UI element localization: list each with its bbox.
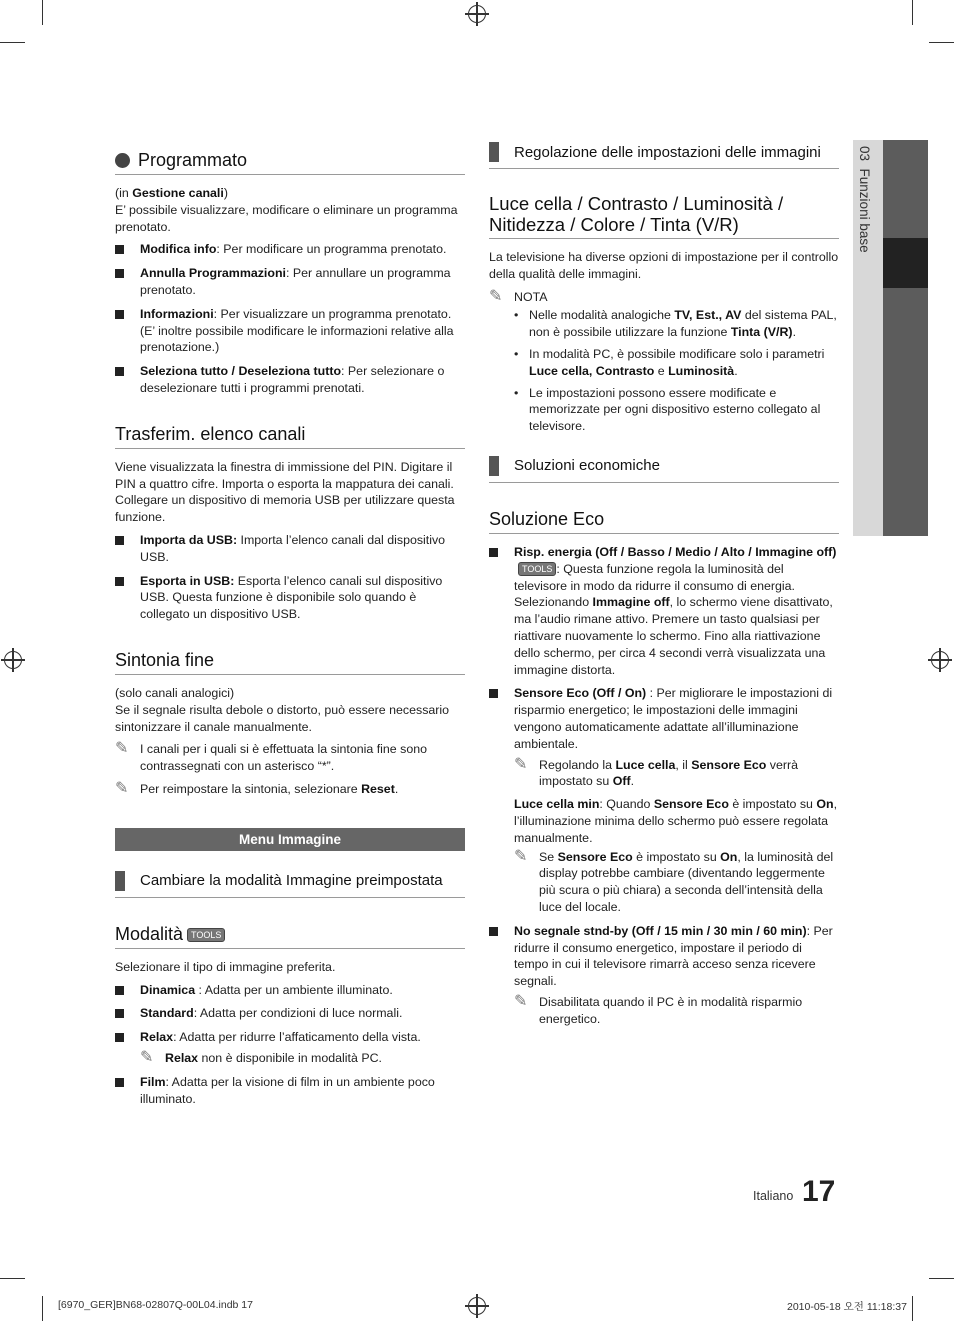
page-number: 17 xyxy=(802,1175,836,1208)
note: ✎ I canali per i quali si è effettuata la sintonia fine sono contrassegnati con un asterisco “*”. xyxy=(115,740,428,774)
chapter-tab-marker xyxy=(883,238,928,288)
section-intro: La televisione ha diverse opzioni di impostazione per il controllo della qualità delle immagini. xyxy=(489,250,839,281)
list-item: Sensore Eco (Off / On) : Per migliorare le impostazioni di risparmio energetico; le impostazioni delle immagini vengono automaticamente adattate all’illuminazione ambientale. ✎ Regolando la Luce cella, il Sensore Eco verrà impostato su Off. Luce cella min: Quando Sensore Eco è impostato su On, l’illuminazione minima dello schermo può essere regolata manualmente. ✎ Se Sensore Eco è impostato su On, la luminosità del display potrebbe cambiare (diventando leggermente più scura o più chiara) a seconda dell’intensità della luce del locale. xyxy=(489,685,839,915)
list-item: Annulla Programmazioni: Per annullare un programma prenotato. xyxy=(115,265,465,299)
list-item: Seleziona tutto / Deseleziona tutto: Per selezionare o deselezionare tutti i programmi prenotati. xyxy=(115,363,465,397)
pencil-note-icon: ✎ xyxy=(115,740,129,758)
programmato-list xyxy=(115,241,465,396)
list-item: Importa da USB: Importa l’elenco canali dal dispositivo USB. xyxy=(115,532,465,566)
pencil-note-icon: ✎ xyxy=(514,847,528,865)
registration-mark-icon xyxy=(4,651,22,669)
list-item: • Nelle modalità analogiche TV, Est., AV del sistema PAL, non è possibile utilizzare la funzione Tinta (V/R). xyxy=(489,307,839,341)
list-item: Standard: Adatta per condizioni di luce normali. xyxy=(115,1005,465,1022)
section-intro: E’ possibile visualizzare, modificare o eliminare un programma prenotato. xyxy=(115,202,458,234)
page-language: Italiano xyxy=(753,1189,794,1203)
list-item: Relax: Adatta per ridurre l’affaticamento della vista. ✎ Relax non è disponibile in modalità PC. xyxy=(115,1029,465,1067)
pencil-note-icon: ✎ xyxy=(140,1048,154,1066)
list-item: Film: Adatta per la visione di film in un ambiente poco illuminato. xyxy=(115,1074,465,1108)
pencil-note-icon: ✎ xyxy=(514,755,528,773)
section-intro: Viene visualizzata la finestra di immissione del PIN. Digitare il PIN a quattro cifre. Importa o esporta la mappatura dei canali. Collegare un dispositivo di memoria USB per utilizzare questa funzione. xyxy=(115,459,455,525)
section-title-modalita: Modalità TOOLS xyxy=(115,924,465,949)
section-title-sintonia: Sintonia fine xyxy=(115,650,465,675)
chapter-tab-dark xyxy=(883,140,928,536)
right-column xyxy=(489,140,839,1034)
nota-list xyxy=(489,307,839,435)
list-item: Risp. energia (Off / Basso / Medio / Alto / Immagine off)TOOLS : Questa funzione regola la luminosità del televisore in modo da ridurre il consumo di energia. Selezionando Immagine off, lo schermo viene disattivato, ma l’audio rimane attivo. Premere un tasto qualsiasi per riattivare nuovamente lo schermo. Fino alla riattivazione dello schermo, per circa 4 secondi verrà visualizzata una immagine distorta. xyxy=(489,544,839,678)
chapter-label: 03 Funzioni base xyxy=(857,146,872,253)
section-intro: Se il segnale risulta debole o distorto, può essere necessario sintonizzare il canale manualmente. xyxy=(115,702,450,734)
trasferim-list xyxy=(115,532,465,623)
context-note: (in Gestione canali) xyxy=(115,186,228,200)
footer-timestamp: 2010-05-18 오전 11:18:37 xyxy=(787,1301,907,1313)
list-item: No segnale stnd-by (Off / 15 min / 30 min / 60 min): Per ridurre il consumo energetico, impostare il periodo di tempo in cui il televisore rimarrà acceso senza ricevere segnali. ✎ Disabilitata quando il PC è in modalità risparmio energetico. xyxy=(489,923,839,1028)
list-item: Esporta in USB: Esporta l’elenco canali sul dispositivo USB. Questa funzione è disponibile solo quando è collegato un dispositivo USB. xyxy=(115,573,465,623)
section-title-eco: Soluzione Eco xyxy=(489,509,839,534)
section-intro: Selezionare il tipo di immagine preferita. xyxy=(115,959,336,974)
tools-icon: TOOLS xyxy=(187,928,225,942)
note: ✎ Per reimpostare la sintonia, selezionare Reset. xyxy=(115,779,399,797)
eco-list xyxy=(489,544,839,1028)
pencil-note-icon: ✎ xyxy=(489,287,503,305)
registration-mark-icon xyxy=(468,5,486,23)
section-title-luce: Luce cella / Contrasto / Luminosità / Nitidezza / Colore / Tinta (V/R) xyxy=(489,193,839,239)
subheading-cambiare: Cambiare la modalità Immagine preimpostata xyxy=(115,869,465,898)
section-title-trasferim: Trasferim. elenco canali xyxy=(115,424,465,449)
registration-mark-icon xyxy=(468,1297,486,1315)
note: ✎ Relax non è disponibile in modalità PC. xyxy=(140,1048,382,1066)
registration-mark-icon xyxy=(931,651,949,669)
menu-immagine-bar: Menu Immagine xyxy=(115,828,465,851)
tools-icon: TOOLS xyxy=(518,562,556,576)
pencil-note-icon: ✎ xyxy=(514,992,528,1010)
footer-file: [6970_GER]BN68-02807Q-00L04.indb 17 xyxy=(58,1299,253,1311)
pencil-note-icon: ✎ xyxy=(115,779,129,797)
list-item: • Le impostazioni possono essere modificate e memorizzate per ogni dispositivo esterno collegato al televisore. xyxy=(489,385,839,435)
nota-label: ✎ NOTA xyxy=(489,287,548,305)
left-column xyxy=(115,140,465,1114)
section-title-programmato: Programmato xyxy=(115,150,465,175)
luce-cella-min-text: Luce cella min: Quando Sensore Eco è impostato su On, l’illuminazione minima dello schermo può essere regolata manualmente. xyxy=(514,797,838,845)
list-item: Informazioni: Per visualizzare un programma prenotato. (E’ inoltre possibile modificare le informazioni relative alla prenotazione.) xyxy=(115,306,465,356)
list-item: Dinamica : Adatta per un ambiente illuminato. xyxy=(115,982,465,999)
modalita-list xyxy=(115,982,465,1108)
list-item: Modifica info: Per modificare un programma prenotato. xyxy=(115,241,465,258)
list-item: • In modalità PC, è possibile modificare solo i parametri Luce cella, Contrasto e Luminosità. xyxy=(489,346,839,380)
context-note: (solo canali analogici) xyxy=(115,685,235,700)
note: ✎ Regolando la Luce cella, il Sensore Eco verrà impostato su Off. xyxy=(514,755,798,789)
timer-icon xyxy=(115,153,130,168)
note: ✎ Se Sensore Eco è impostato su On, la luminosità del display potrebbe cambiare (diventando leggermente più scura o più chiara) a seconda dell’intensità della luce del locale. xyxy=(514,847,834,914)
subheading-regolazione: Regolazione delle impostazioni delle immagini xyxy=(489,140,839,169)
note: ✎ Disabilitata quando il PC è in modalità risparmio energetico. xyxy=(514,992,803,1026)
subheading-soluzioni: Soluzioni economiche xyxy=(489,454,839,483)
